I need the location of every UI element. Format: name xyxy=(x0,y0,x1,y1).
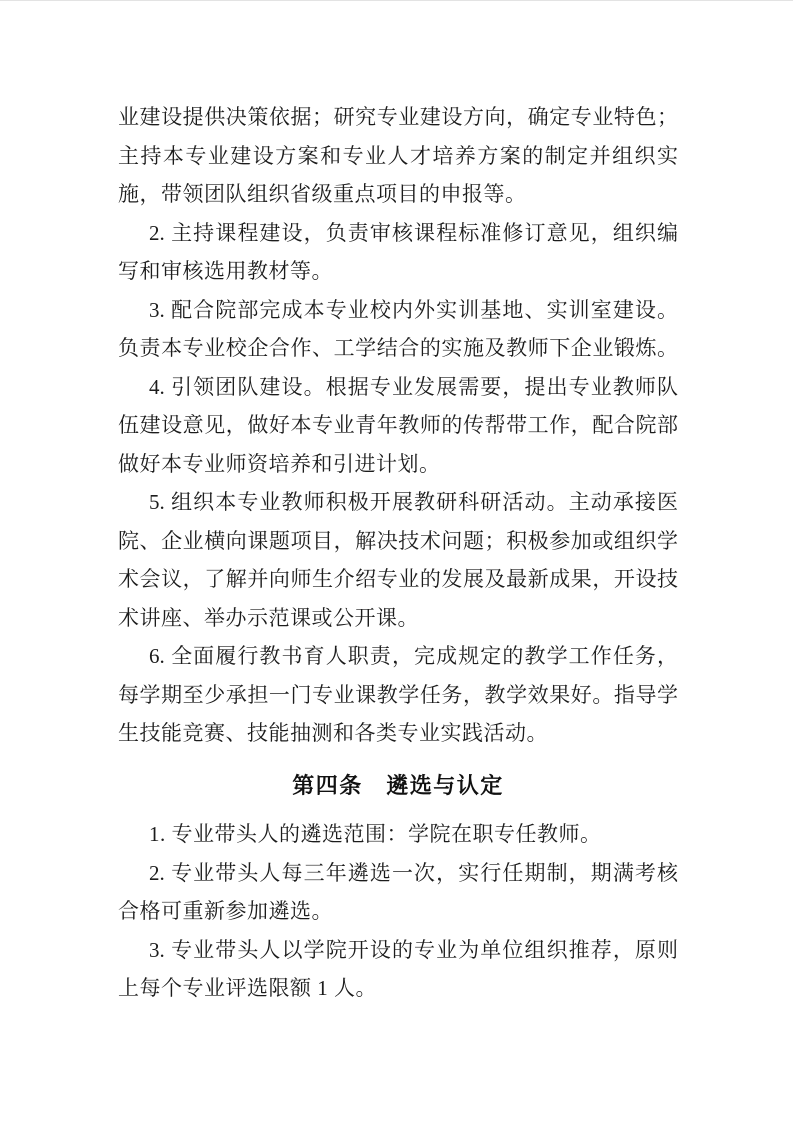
text-line: 5. 组织本专业教师积极开展教研科研活动。主动承接医 xyxy=(149,490,678,514)
text-line: 做好本专业师资培养和引进计划。 xyxy=(118,451,441,476)
text-line: 1. 专业带头人的遴选范围：学院在职专任教师。 xyxy=(149,822,602,846)
text-line: 每学期至少承担一门专业课教学任务，教学效果好。指导学 xyxy=(118,682,678,707)
paragraph xyxy=(118,637,678,753)
paragraph xyxy=(118,98,678,214)
paragraph xyxy=(118,854,678,931)
text-line: 写和审核选用教材等。 xyxy=(118,259,333,283)
text-line: 施，带领团队组织省级重点项目的申报等。 xyxy=(118,182,527,206)
text-line: 2. 专业带头人每三年遴选一次，实行任期制，期满考核 xyxy=(149,860,678,885)
text-line: 合格可重新参加遴选。 xyxy=(118,899,333,923)
paragraph xyxy=(118,815,678,854)
paragraph xyxy=(118,214,678,291)
paragraph xyxy=(118,291,678,368)
section-heading: 第四条 遴选与认定 xyxy=(292,772,504,798)
text-line: 4. 引领团队建设。根据专业发展需要，提出专业教师队 xyxy=(149,374,678,399)
document-body xyxy=(118,98,678,1008)
paragraph xyxy=(118,483,678,637)
text-line: 生技能竞赛、技能抽测和各类专业实践活动。 xyxy=(118,721,548,745)
text-line: 负责本专业校企合作、工学结合的实施及教师下企业锻炼。 xyxy=(118,336,678,360)
text-line: 业建设提供决策依据；研究专业建设方向，确定专业特色； xyxy=(118,105,678,129)
text-line: 3. 配合院部完成本专业校内外实训基地、实训室建设。 xyxy=(149,297,678,322)
text-line: 主持本专业建设方案和专业人才培养方案的制定并组织实 xyxy=(118,143,678,168)
text-line: 术讲座、举办示范课或公开课。 xyxy=(118,605,419,630)
text-line: 3. 专业带头人以学院开设的专业为单位组织推荐，原则 xyxy=(149,937,678,962)
paragraph xyxy=(118,368,678,484)
paragraph xyxy=(118,931,678,1008)
text-line: 院、企业横向课题项目，解决技术问题；积极参加或组织学 xyxy=(118,528,678,553)
text-line: 2. 主持课程建设，负责审核课程标准修订意见，组织编 xyxy=(149,220,678,245)
text-line: 伍建设意见，做好本专业青年教师的传帮带工作，配合院部 xyxy=(118,413,678,437)
text-line: 术会议，了解并向师生介绍专业的发展及最新成果，开设技 xyxy=(118,567,678,591)
text-line: 上每个专业评选限额 1 人。 xyxy=(118,976,377,1000)
text-line: 6. 全面履行教书育人职责，完成规定的教学工作任务， xyxy=(149,644,678,668)
